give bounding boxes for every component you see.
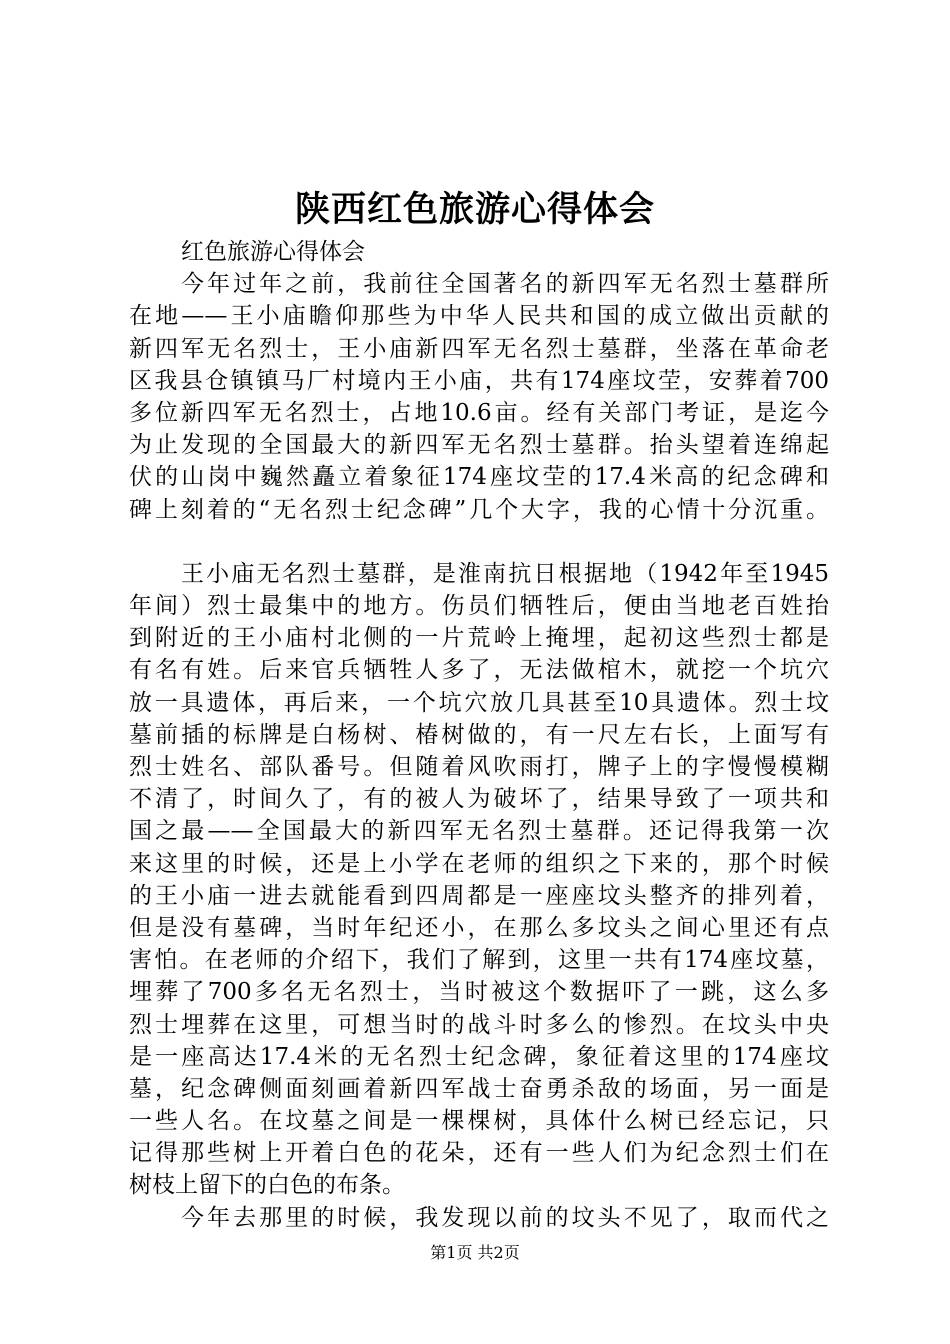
paragraph-line: 的王小庙一进去就能看到四周都是一座座坟头整齐的排列着， (129, 882, 829, 909)
paragraph-line: 为止发现的全国最大的新四军无名烈士墓群。抬头望着连绵起 (129, 432, 829, 459)
page-footer: 第1页 共2页 (430, 1243, 520, 1262)
paragraph-line: 埋葬了700多名无名烈士，当时被这个数据吓了一跳，这么多 (129, 979, 829, 1006)
document-body (129, 236, 829, 1234)
paragraph-line: 国之最——全国最大的新四军无名烈士墓群。还记得我第一次 (129, 818, 829, 845)
paragraph-line: 今年过年之前，我前往全国著名的新四军无名烈士墓群所 (181, 271, 829, 298)
paragraph-line: 多位新四军无名烈士，占地10.6亩。经有关部门考证，是迄今 (129, 399, 829, 426)
paragraph-line: 区我县仓镇镇马厂村境内王小庙，共有174座坟茔，安葬着700 (129, 367, 829, 394)
paragraph-line: 放一具遗体，再后来，一个坑穴放几具甚至10具遗体。烈士坟 (129, 689, 829, 716)
paragraph-line: 伏的山岗中巍然矗立着象征174座坟茔的17.4米高的纪念碑和 (129, 464, 829, 491)
paragraph-line: 新四军无名烈士，王小庙新四军无名烈士墓群，坐落在革命老 (129, 335, 829, 362)
paragraph-line: 是一座高达17.4米的无名烈士纪念碑，象征着这里的174座坟 (129, 1043, 829, 1070)
paragraph-line: 墓前插的标牌是白杨树、椿树做的，有一尺左右长，上面写有 (129, 721, 829, 748)
paragraph-line: 在地——王小庙瞻仰那些为中华人民共和国的成立做出贡献的 (129, 303, 829, 330)
paragraph-line: 到附近的王小庙村北侧的一片荒岭上掩埋，起初这些烈士都是 (129, 625, 829, 652)
paragraph-line: 记得那些树上开着白色的花朵，还有一些人们为纪念烈士们在 (129, 1140, 829, 1167)
paragraph-line: 但是没有墓碑，当时年纪还小，在那么多坟头之间心里还有点 (129, 914, 829, 941)
paragraph-line: 王小庙无名烈士墓群，是淮南抗日根据地（1942年至1945 (181, 560, 829, 587)
paragraph-line: 一些人名。在坟墓之间是一棵棵树，具体什么树已经忘记，只 (129, 1108, 829, 1135)
paragraph-line: 有名有姓。后来官兵牺牲人多了，无法做棺木，就挖一个坑穴 (129, 657, 829, 684)
document-title: 陕西红色旅游心得体会 (294, 189, 655, 230)
paragraph-line: 红色旅游心得体会 (181, 239, 365, 265)
paragraph-line: 墓，纪念碑侧面刻画着新四军战士奋勇杀敌的场面，另一面是 (129, 1075, 829, 1102)
paragraph-line: 今年去那里的时候，我发现以前的坟头不见了，取而代之 (181, 1204, 829, 1231)
paragraph-line: 不清了，时间久了，有的被人为破坏了，结果导致了一项共和 (129, 786, 829, 813)
blank-line (129, 526, 829, 558)
paragraph-line: 年间）烈士最集中的地方。伤员们牺牲后，便由当地老百姓抬 (129, 593, 829, 620)
paragraph-line: 烈士姓名、部队番号。但随着风吹雨打，牌子上的字慢慢模糊 (129, 754, 829, 780)
paragraph-line: 害怕。在老师的介绍下，我们了解到，这里一共有174座坟墓， (129, 947, 829, 974)
paragraph-line: 来这里的时候，还是上小学在老师的组织之下来的，那个时候 (129, 850, 829, 877)
paragraph-line: 树枝上留下的白色的布条。 (129, 1172, 405, 1199)
paragraph-line: 碑上刻着的“无名烈士纪念碑”几个大字，我的心情十分沉重。 (129, 496, 829, 523)
paragraph-line: 烈士埋葬在这里，可想当时的战斗时多么的惨烈。在坟头中央 (129, 1011, 829, 1038)
